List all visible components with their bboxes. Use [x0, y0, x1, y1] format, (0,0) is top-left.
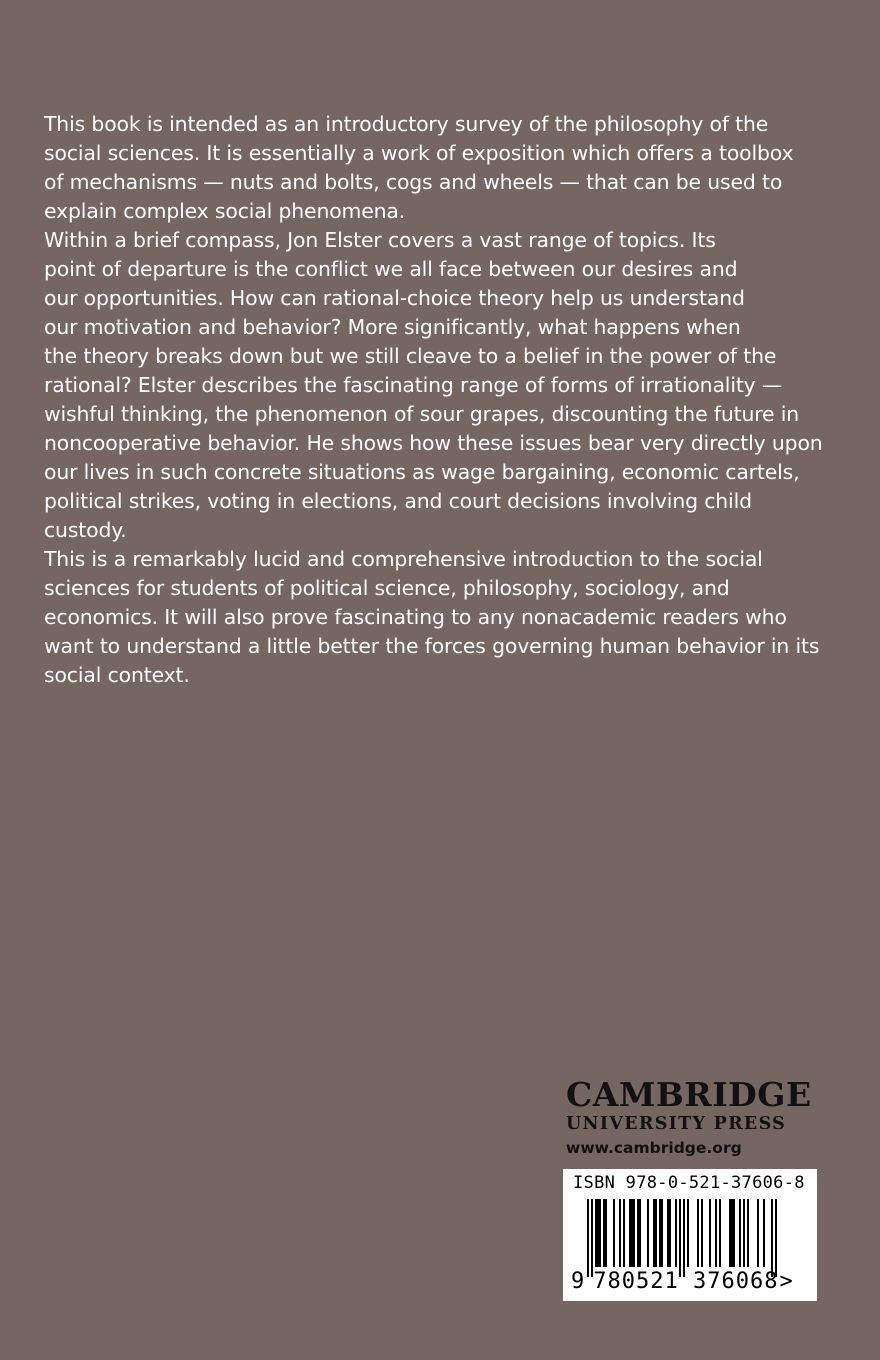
barcode-bar: [637, 1199, 639, 1267]
barcode-bar: [653, 1199, 655, 1267]
barcode-bar: [739, 1199, 741, 1267]
isbn-barcode: [563, 1169, 817, 1301]
barcode-digits: [571, 1269, 794, 1294]
barcode-bar: [697, 1199, 699, 1267]
text-line: sciences for students of political science, philosophy, sociology, and: [44, 576, 730, 600]
barcode-bar: [595, 1199, 597, 1267]
text-line: rational? Elster describes the fascinating range of forms of irrationality —: [44, 373, 783, 397]
text-line: our motivation and behavior? More significantly, what happens when: [44, 315, 741, 339]
barcode-bar: [715, 1199, 717, 1267]
text-line: wishful thinking, the phenomenon of sour grapes, discounting the future in: [44, 402, 800, 426]
barcode-bar: [675, 1199, 677, 1267]
barcode-bar: [775, 1199, 777, 1277]
barcode-bar: [701, 1199, 703, 1267]
barcode-bar: [729, 1199, 731, 1267]
barcode-bar: [771, 1199, 773, 1277]
barcode-bar: [743, 1199, 745, 1267]
text-line: This book is intended as an introductory survey of the philosophy of the: [44, 112, 769, 136]
barcode-bar: [661, 1199, 663, 1267]
isbn-label: ISBN 978-0-521-37606-8: [573, 1173, 805, 1193]
blurb-paragraph-2: [44, 226, 844, 545]
barcode-bar: [613, 1199, 615, 1267]
text-line: social context.: [44, 663, 190, 687]
text-line: political strikes, voting in elections, and court decisions involving child: [44, 489, 752, 513]
barcode-bar: [603, 1199, 605, 1267]
barcode-bar: [747, 1199, 749, 1267]
barcode-bar: [687, 1199, 689, 1267]
text-line: social sciences. It is essentially a work of exposition which offers a toolbox: [44, 141, 794, 165]
text-line: the theory breaks down but we still cleave to a belief in the power of the: [44, 344, 777, 368]
barcode-bar: [709, 1199, 711, 1267]
text-line: our lives in such concrete situations as wage bargaining, economic cartels,: [44, 460, 800, 484]
barcode-bar: [605, 1199, 607, 1267]
barcode-bar: [647, 1199, 649, 1267]
text-line: custody.: [44, 518, 127, 542]
barcode-bar: [597, 1199, 599, 1267]
barcode-bar: [667, 1199, 669, 1267]
barcode-bar: [719, 1199, 721, 1267]
barcode-bar: [757, 1199, 759, 1267]
barcode-bar: [633, 1199, 635, 1267]
text-line: economics. It will also prove fascinating to any nonacademic readers who: [44, 605, 787, 629]
barcode-digit-group-2: 376068: [692, 1269, 779, 1294]
publisher-url: www.cambridge.org: [566, 1139, 742, 1157]
barcode-bar: [731, 1199, 733, 1267]
barcode-bar: [587, 1199, 589, 1277]
text-line: of mechanisms — nuts and bolts, cogs and wheels — that can be used to: [44, 170, 783, 194]
barcode-bar: [763, 1199, 765, 1267]
publisher-logo: [566, 1076, 826, 1159]
barcode-bar: [683, 1199, 685, 1277]
barcode-bar: [599, 1199, 601, 1267]
publisher-name: CAMBRIDGE: [566, 1075, 812, 1114]
barcode-bar: [619, 1199, 621, 1267]
text-line: noncooperative behavior. He shows how these issues bear very directly upon: [44, 431, 823, 455]
barcode-lead-digit: 9: [571, 1269, 586, 1294]
barcode-bar: [591, 1199, 593, 1277]
blurb-paragraph-3: [44, 545, 844, 690]
text-line: This is a remarkably lucid and comprehensive introduction to the social: [44, 547, 763, 571]
text-line: our opportunities. How can rational-choice theory help us understand: [44, 286, 745, 310]
blurb-paragraph-1: [44, 110, 844, 226]
text-line: Within a brief compass, Jon Elster covers a vast range of topics. Its: [44, 228, 716, 252]
barcode-bar: [631, 1199, 633, 1267]
barcode-bar: [655, 1199, 657, 1267]
barcode-chevron: >: [779, 1269, 794, 1294]
barcode-bar: [629, 1199, 631, 1267]
text-line: point of departure is the conflict we all face between our desires and: [44, 257, 738, 281]
barcode-digit-group-1: 780521: [593, 1269, 679, 1294]
text-line: explain complex social phenomena.: [44, 199, 406, 223]
barcode-bar: [669, 1199, 671, 1267]
barcode-bar: [679, 1199, 681, 1277]
blurb-text: [44, 110, 844, 690]
barcode-bar: [639, 1199, 641, 1267]
barcode-bar: [733, 1199, 735, 1267]
barcode-bar: [623, 1199, 625, 1267]
text-line: want to understand a little better the forces governing human behavior in its: [44, 634, 820, 658]
publisher-subtitle: UNIVERSITY PRESS: [566, 1114, 787, 1134]
barcode-bar: [659, 1199, 661, 1267]
